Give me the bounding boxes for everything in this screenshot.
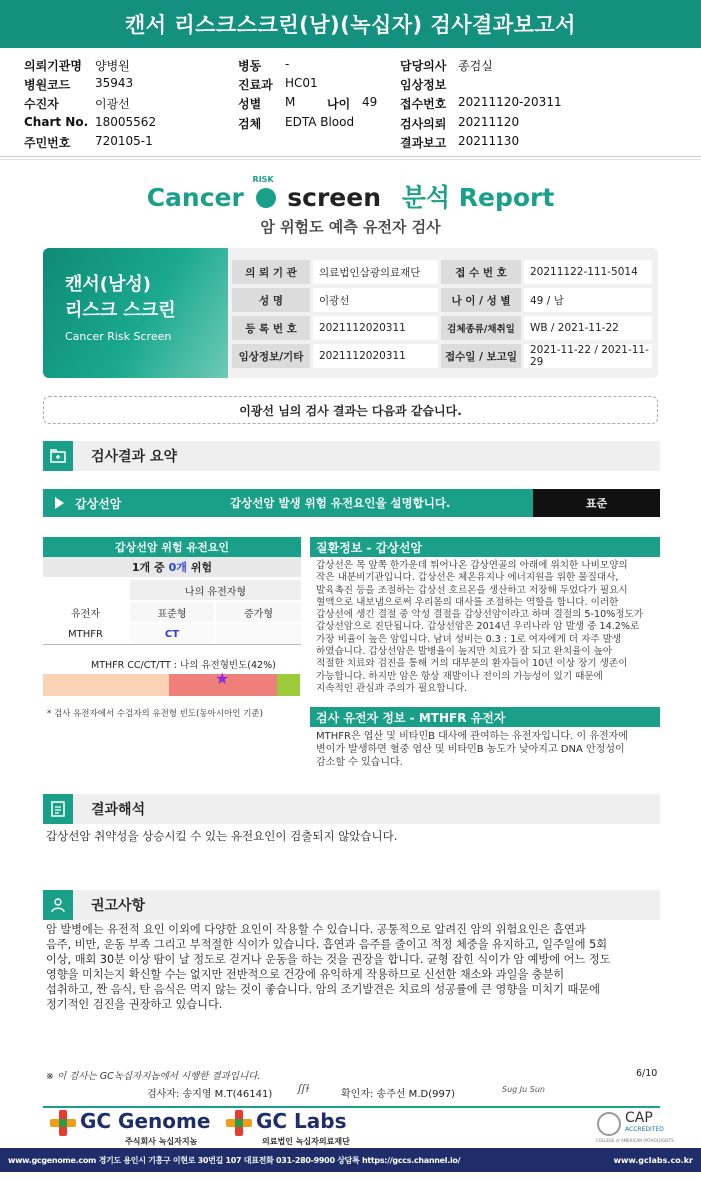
- frequency-label: MTHFR CC/CT/TT : 나의 유전형빈도(42%): [91, 660, 276, 671]
- text-line: 영향을 미치는지 확신할 수는 없지만 전반적으로 건강에 유익하게 작용하므로 신선한 채소와 과일을 충분히: [46, 968, 565, 981]
- text-line: 하였습니다. 갑상선암은 발병율이 높지만 치료가 잘 되고 완치율이 높아: [316, 646, 613, 658]
- info-label: 병동: [238, 59, 262, 73]
- brand-logo: [0, 175, 701, 214]
- brand-cancer: Cancer: [146, 183, 244, 212]
- card-value: 49 / 남: [524, 288, 652, 312]
- card-label: 등 록 번 호: [232, 316, 310, 340]
- brand-risk: RISK: [252, 175, 274, 184]
- tester: 검사자: 송지영 M.T(46141): [147, 1089, 273, 1100]
- info-label: 접수번호: [400, 97, 447, 111]
- card-label: 접 수 번 호: [441, 260, 521, 284]
- info-label: 수진자: [24, 97, 59, 111]
- folder-icon: [43, 441, 73, 471]
- text-line: 이상, 매회 30분 이상 땀이 날 정도로 걷거나 운동을 하는 것을 권장을 합니다. 균형 잡힌 식이가 암 예방에 어느 정도: [46, 953, 611, 966]
- disease-info-text: [316, 560, 662, 695]
- text-line: 감소할 수 있습니다.: [316, 757, 403, 768]
- standard-header: 표준형: [130, 602, 214, 622]
- play-arrow-icon: [55, 497, 64, 509]
- text-line: MTHFR은 엽산 및 비타민B 대사에 관여하는 유전자입니다. 이 유전자에: [316, 731, 628, 742]
- card-value: WB / 2021-11-22: [524, 316, 652, 340]
- text-line: 갑상선은 목 앞쪽 한가운데 튀어나온 갑상연골의 아래에 위치한 나비모양의: [316, 560, 628, 571]
- info-label: 검체: [238, 117, 262, 131]
- cap-organization: COLLEGE of AMERICAN PATHOLOGISTS: [596, 1138, 674, 1143]
- brand-screen: screen: [287, 183, 382, 212]
- interpretation-section-header: [43, 794, 660, 824]
- footer-bar: [0, 1148, 701, 1172]
- risk-circle-icon: [252, 175, 276, 208]
- text-line: 갑상선에 생긴 결절 중 악성 결절을 갑상선암이라고 하며 결절의 5-10%정도가: [316, 609, 644, 621]
- card-label: 접수일 / 보고일: [441, 344, 521, 368]
- info-label: Chart No.: [24, 115, 89, 129]
- text-line: 가장 비율이 높은 암입니다. 남녀 성비는 0.3 : 1로 여자에게 더 자주 발생: [316, 633, 622, 645]
- section-title: 검사결과 요약: [91, 449, 178, 465]
- info-value: HC01: [285, 76, 318, 90]
- divider: [0, 159, 701, 160]
- risk-count-pre: 1개 중: [131, 561, 165, 574]
- text-line: 음주, 비만, 운동 부족 그리고 부적절한 식이가 있습니다. 흡연과 음주를 줄이고 적정 체중을 유지하고, 일주일에 5회: [46, 938, 608, 951]
- test-name-2: 리스크 스크린: [65, 300, 176, 321]
- info-value: 20211120: [458, 115, 520, 129]
- card-value: 2021112020311: [313, 316, 438, 340]
- card-label: 성 명: [232, 288, 310, 312]
- frequency-bar: [43, 674, 300, 696]
- text-line: 작은 내분비기관입니다. 갑상선은 체온유지나 에너지원을 위한 물질대사,: [316, 572, 619, 584]
- summary-section-header: [43, 441, 660, 471]
- recommendation-section-header: [43, 890, 660, 920]
- info-value: 이광선: [95, 97, 130, 111]
- interpretation-text: 갑상선암 취약성을 상승시킬 수 있는 유전요인이 검출되지 않았습니다.: [46, 829, 398, 843]
- age-label: 나이: [327, 97, 351, 111]
- info-value: 양병원: [95, 59, 130, 73]
- age-value: 49: [362, 95, 378, 109]
- thyroid-bar-left: [43, 489, 533, 517]
- frequency-segment: [43, 674, 169, 696]
- report-subtitle: 암 위험도 예측 유전자 검사: [260, 218, 441, 236]
- card-value: 2021-11-22 / 2021-11-29: [524, 344, 652, 368]
- info-label: 결과보고: [400, 136, 447, 150]
- info-label: 주민번호: [24, 136, 71, 150]
- card-label: 의 뢰 기 관: [232, 260, 310, 284]
- info-label: 병원코드: [24, 78, 71, 92]
- test-card-banner: [43, 248, 228, 378]
- test-name-1: 캔서(남성): [65, 274, 152, 295]
- text-line: 암 발병에는 유전적 요인 이외에 다양한 요인이 작용할 수 있습니다. 공통적으로 알려진 암의 위험요인은 흡연과: [46, 923, 586, 936]
- tester-signature-icon: ʃʃɫ: [298, 1082, 310, 1095]
- my-genotype-header: 나의 유전자형: [130, 580, 301, 600]
- confirmer: 확인자: 송주선 M.D(997): [341, 1089, 456, 1100]
- info-value: 20211120-20311: [458, 95, 562, 109]
- info-label: 검사의뢰: [400, 117, 447, 131]
- info-value: M: [285, 95, 296, 109]
- gc-labs-company: 의료법인 녹십자의료재단: [262, 1137, 350, 1146]
- report-title: 캔서 리스크스크린(남)(녹십자) 검사결과보고서: [0, 0, 701, 48]
- footer-note: ※ 이 검사는 GC녹십자지놈에서 시행한 결과입니다.: [46, 1071, 261, 1082]
- frequency-segment: [277, 674, 300, 696]
- increased-header: 증가형: [216, 602, 301, 622]
- result-notice: 이광선 님의 검사 결과는 다음과 같습니다.: [43, 396, 658, 424]
- card-value: 2021112020311: [313, 344, 438, 368]
- gc-genome-logo: GC Genome: [80, 1109, 211, 1133]
- cap-seal-icon: [597, 1112, 621, 1136]
- info-value: 18005562: [95, 115, 157, 129]
- card-value: 20211122-111-5014: [524, 260, 652, 284]
- risk-status: 표준: [533, 489, 660, 517]
- footer-website[interactable]: www.gclabs.co.kr: [613, 1155, 693, 1165]
- doctor-icon: [43, 890, 73, 920]
- gc-labs-logo: GC Labs: [256, 1109, 347, 1133]
- cancer-description: 갑상선암 발생 위험 유전요인을 설명합니다.: [230, 496, 451, 510]
- gc-cross-logo-icon: [226, 1110, 252, 1136]
- info-label: 의뢰기관명: [24, 59, 82, 73]
- standard-value: CT: [130, 624, 214, 644]
- gc-cross-logo-icon: [50, 1110, 76, 1136]
- info-value: 720105-1: [95, 134, 153, 148]
- info-value: 35943: [95, 76, 134, 90]
- brand-report: 분석 Report: [401, 183, 555, 212]
- confirmer-signature-icon: Sug Ju Sun: [502, 1085, 545, 1094]
- info-label: 임상정보: [400, 78, 447, 92]
- card-value: 의료법인삼광의료재단: [313, 260, 438, 284]
- footer-divider: [43, 1106, 660, 1108]
- text-line: 갑상선암으로 진단됩니다. 갑상선암은 2014년 우리나라 암 발생 중 14.2%로: [316, 621, 640, 633]
- cap-logo: CAP: [625, 1110, 653, 1126]
- thyroid-result-bar: [43, 489, 660, 517]
- risk-count: [43, 557, 301, 577]
- text-line: 발육촉진 등을 조절하는 갑상선 호르몬을 생산하고 저장해 두었다가 필요시: [316, 584, 628, 596]
- gene-table-title: 갑상선암 위험 유전요인: [43, 537, 301, 557]
- info-label: 담당의사: [400, 59, 447, 73]
- info-value: 20211130: [458, 134, 520, 148]
- text-line: 정기적인 검진을 권장하고 있습니다.: [46, 998, 223, 1011]
- report-icon: [43, 794, 73, 824]
- test-name-en: Cancer Risk Screen: [65, 330, 172, 343]
- page-number: 6/10: [636, 1068, 658, 1079]
- divider: [0, 156, 701, 157]
- card-label: 임상정보/기타: [232, 344, 310, 368]
- info-value: -: [285, 57, 290, 71]
- text-line: 가능합니다. 하지만 암은 항상 재발이나 전이의 가능성이 있기 때문에: [316, 670, 603, 682]
- disease-info-title: 질환정보 - 갑상선암: [310, 537, 660, 557]
- info-label: 진료과: [238, 78, 273, 92]
- gene-column-header: 유전자: [71, 608, 100, 620]
- cancer-name: 갑상선암: [75, 496, 122, 511]
- info-value: EDTA Blood: [285, 115, 355, 129]
- risk-count-num: 0개: [168, 561, 187, 574]
- section-title: 결과해석: [91, 802, 146, 818]
- increased-value: [216, 624, 301, 644]
- recommendation-text: [46, 922, 661, 1012]
- divider: [43, 644, 301, 645]
- info-value: 종검실: [458, 59, 493, 73]
- text-line: 혈액으로 내보냄으로써 우리몸의 대사를 조절하는 역할을 합니다. 이러한: [316, 596, 619, 608]
- star-marker-icon: ★: [215, 669, 230, 688]
- card-label: 검체종류/채취일: [441, 316, 521, 340]
- gc-genome-company: 주식회사 녹십자지놈: [125, 1137, 198, 1146]
- gene-info-text: [316, 730, 662, 769]
- info-label: 성별: [238, 97, 262, 111]
- gene-name: MTHFR: [68, 628, 103, 640]
- risk-count-post: 위험: [190, 561, 213, 574]
- footer-address: www.gcgenome.com 경기도 용인시 기흥구 이현로 30번길 107 대표전화 031-280-9900 상담톡 https://gccs.channel.io/: [8, 1155, 461, 1165]
- frequency-footnote: * 검사 유전자에서 수검자의 유전형 빈도(동아시아인 기준): [47, 709, 263, 719]
- card-label: 나 이 / 성 별: [441, 288, 521, 312]
- card-value: 이광선: [313, 288, 438, 312]
- text-line: 섭취하고, 짠 음식, 탄 음식은 먹지 않는 것이 좋습니다. 암의 조기발견은 치료의 성공률에 큰 영향을 미치기 때문에: [46, 983, 600, 996]
- gene-info-title: 검사 유전자 정보 - MTHFR 유전자: [310, 707, 660, 727]
- cap-accredited: ACCREDITED: [625, 1126, 664, 1133]
- section-title: 권고사항: [91, 898, 146, 914]
- text-line: 지속적인 관심과 주의가 필요합니다.: [316, 682, 468, 694]
- text-line: 적절한 치료와 검진을 통해 거의 대부분의 환자들이 10년 이상 장기 생존이: [316, 658, 628, 670]
- text-line: 변이가 발생하면 혈중 엽산 및 비타민B 농도가 낮아지고 DNA 안정성이: [316, 744, 625, 755]
